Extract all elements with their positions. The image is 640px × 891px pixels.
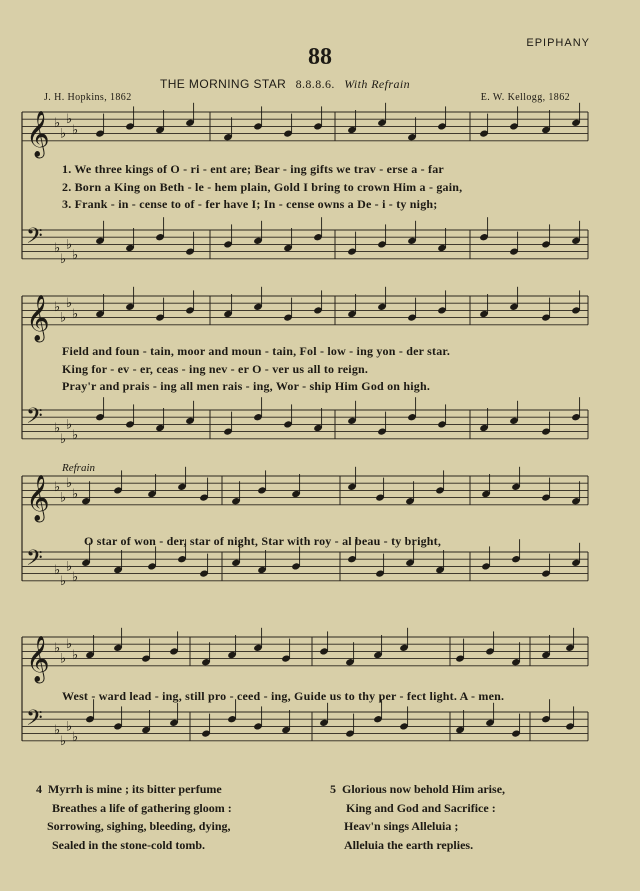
flat-icon: ♭ <box>60 431 67 447</box>
tune-refrain-note: With Refrain <box>344 77 410 91</box>
stanza-4-line4: Sealed in the stone-cold tomb. <box>52 837 205 852</box>
treble-clef-icon: 𝄞 <box>26 635 50 682</box>
bass-clef-icon: 𝄢 <box>26 224 43 254</box>
flat-icon: ♭ <box>54 479 61 495</box>
flat-icon: ♭ <box>60 126 67 142</box>
stanza-5-line1: Glorious now behold Him arise, <box>342 782 506 796</box>
stanza-5 <box>330 780 505 854</box>
stanza-4-line3: Sorrowing, sighing, bleeding, dying, <box>47 819 231 833</box>
stanza-4-line1: Myrrh is mine ; its bitter perfume <box>48 782 222 796</box>
flat-icon: ♭ <box>60 251 67 267</box>
flat-icon: ♭ <box>72 570 79 586</box>
flat-icon: ♭ <box>72 248 79 264</box>
refrain-label: Refrain <box>62 462 95 474</box>
stanza-4-number: 4 <box>36 782 42 796</box>
flat-icon: ♭ <box>54 723 61 738</box>
flat-icon: ♭ <box>54 299 61 315</box>
treble-clef-icon: 𝄞 <box>26 110 50 157</box>
tune-header <box>160 77 410 92</box>
flat-icon: ♭ <box>66 637 73 653</box>
system1-verse1: 1. We three kings of O - ri - ent are; Bear - ing gifts we trav - erse a - far <box>62 162 444 176</box>
words-credit: J. H. Hopkins, 1862 <box>44 92 132 103</box>
flat-icon: ♭ <box>60 310 67 326</box>
bass-clef-icon: 𝄢 <box>26 706 43 736</box>
flat-icon: ♭ <box>60 733 67 749</box>
tune-meter: 8.8.8.6. <box>295 77 335 91</box>
flat-icon: ♭ <box>72 487 79 502</box>
flat-icon: ♭ <box>66 296 73 312</box>
flat-icon: ♭ <box>72 123 79 138</box>
flat-icon: ♭ <box>72 648 79 663</box>
flat-icon: ♭ <box>60 651 67 667</box>
music-credit: E. W. Kellogg, 1862 <box>480 92 570 103</box>
flat-icon: ♭ <box>60 573 67 589</box>
stanza-5-line2: King and God and Sacrifice : <box>346 800 496 815</box>
system3-lyric: O star of won - der, star of night, Star with roy - al beau - ty bright, <box>84 534 442 548</box>
treble-clef-icon: 𝄞 <box>26 474 50 521</box>
flat-icon: ♭ <box>54 421 61 436</box>
flat-icon: ♭ <box>72 307 79 322</box>
system4-lyric: West - ward lead - ing, still pro - ceed - ing, Guide us to thy per - fect light. A - men. <box>62 689 505 703</box>
stanza-4 <box>36 780 232 854</box>
system1-verse2: 2. Born a King on Beth - le - hem plain, Gold I bring to crown Him a - gain, <box>62 180 463 194</box>
flat-icon: ♭ <box>72 730 79 746</box>
flat-icon: ♭ <box>66 417 73 433</box>
flat-icon: ♭ <box>60 490 67 506</box>
stanza-4-line2: Breathes a life of gathering gloom : <box>52 800 232 815</box>
flat-icon: ♭ <box>72 428 79 444</box>
flat-icon: ♭ <box>54 640 61 656</box>
stanza-5-line3: Heav'n sings Alleluia ; <box>344 819 459 833</box>
system2-verse2: King for - ev - er, ceas - ing nev - er O - ver us all to reign. <box>62 362 369 376</box>
bass-clef-icon: 𝄢 <box>26 404 43 434</box>
section-title: EPIPHANY <box>526 37 590 49</box>
flat-icon: ♭ <box>54 241 61 256</box>
treble-clef-icon: 𝄞 <box>26 294 50 341</box>
flat-icon: ♭ <box>66 237 73 253</box>
system2-verse3: Pray'r and prais - ing all men rais - ing, Wor - ship Him God on high. <box>62 379 431 393</box>
system2-verse1: Field and foun - tain, moor and moun - tain, Fol - low - ing yon - der star. <box>62 344 451 358</box>
flat-icon: ♭ <box>54 563 61 578</box>
flat-icon: ♭ <box>66 559 73 575</box>
tune-name: THE MORNING STAR <box>160 77 287 91</box>
stanza-5-number: 5 <box>330 782 336 796</box>
flat-icon: ♭ <box>66 476 73 492</box>
flat-icon: ♭ <box>54 115 61 131</box>
system1-verse3: 3. Frank - in - cense to of - fer have I; In - cense owns a De - i - ty nigh; <box>62 197 438 211</box>
stanza-5-line4: Alleluia the earth replies. <box>344 837 474 852</box>
hymn-number: 88 <box>308 44 332 70</box>
flat-icon: ♭ <box>66 112 73 128</box>
flat-icon: ♭ <box>66 719 73 735</box>
bass-clef-icon: 𝄢 <box>26 546 43 576</box>
